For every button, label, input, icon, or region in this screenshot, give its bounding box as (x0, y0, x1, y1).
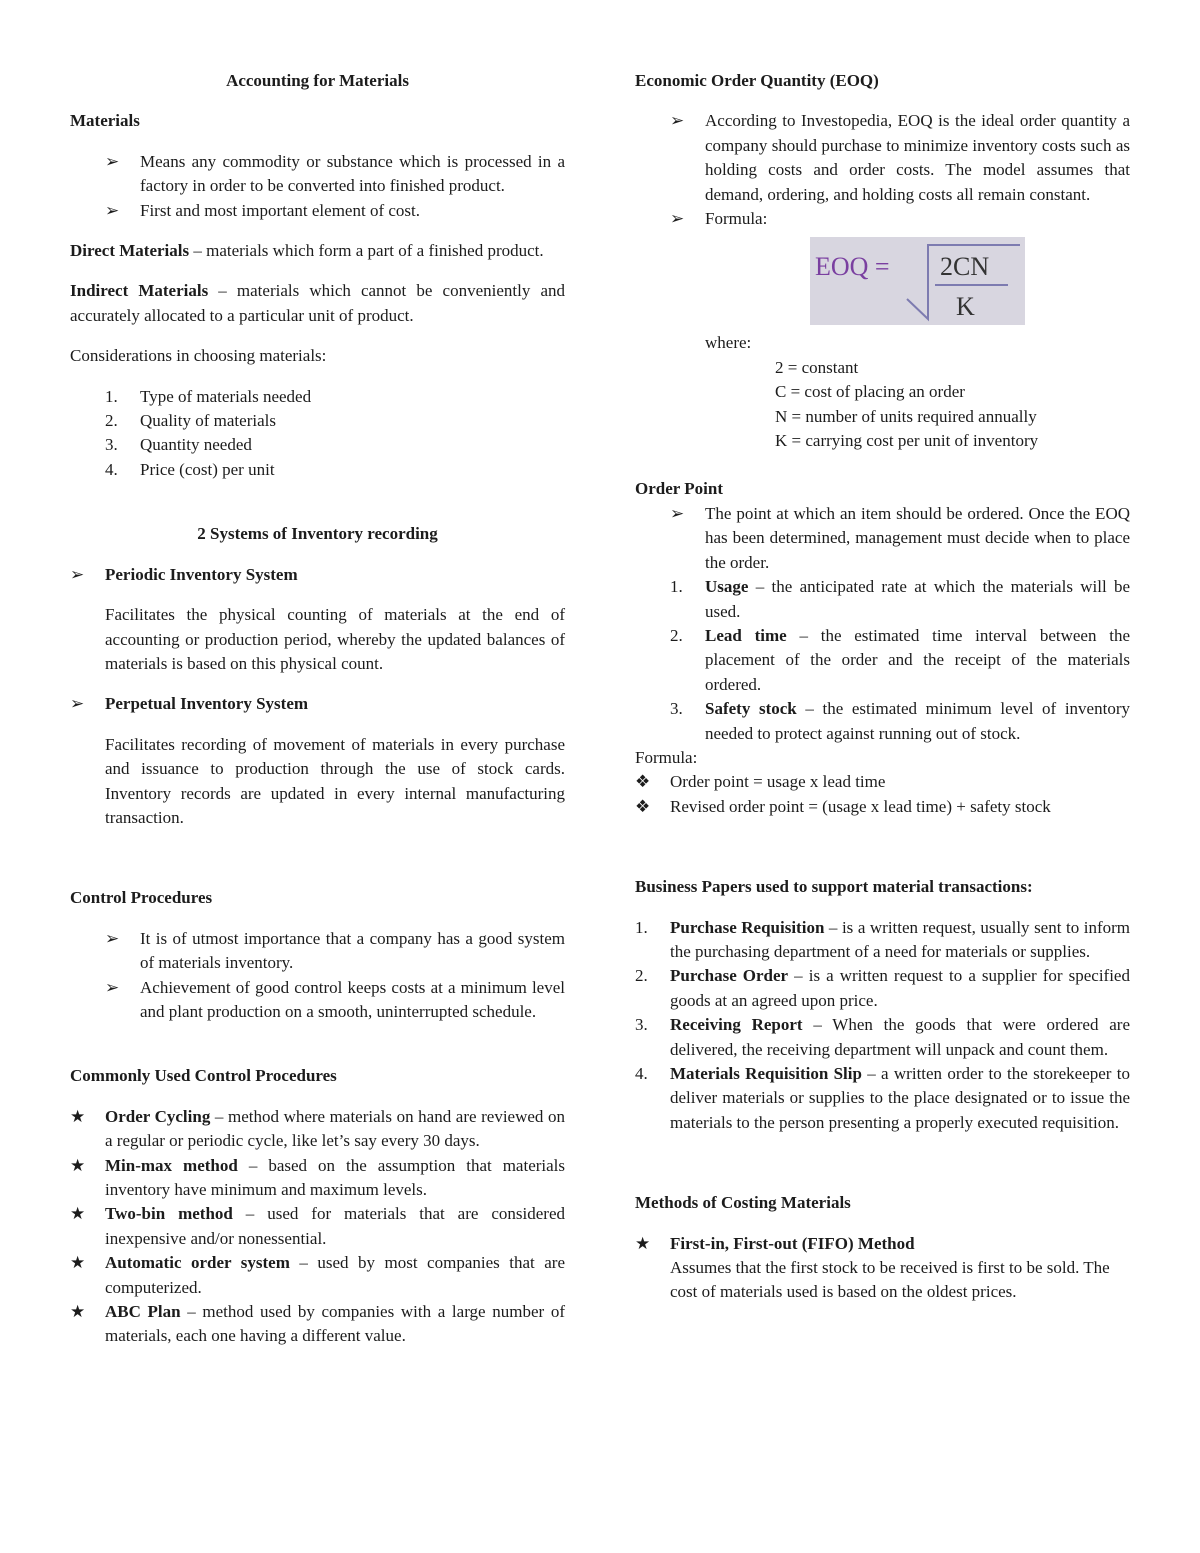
bullet-text: Means any commodity or substance which is processed in a factory in order to be converted into finished product. (140, 151, 565, 196)
item-text: – the estimated minimum level of inventory needed to protect against running out of stock. (705, 699, 1130, 743)
list-item (635, 916, 1130, 965)
formula-numerator: 2CN (940, 252, 990, 282)
list-item-text (105, 1154, 565, 1203)
item-term: ABC Plan (105, 1302, 181, 1322)
item-text: – used by most companies that are computerized. (105, 1253, 565, 1297)
order-point-list (670, 502, 1130, 746)
definition-term: Direct Materials (70, 241, 190, 261)
left-column (70, 69, 565, 1349)
list-item (670, 624, 1130, 697)
item-text: – When the goods that were ordered are delivered, the receiving department will unpack and count them. (670, 1015, 1130, 1059)
commonly-used-list (70, 1105, 565, 1349)
right-column (635, 69, 1130, 1305)
item-text: – method where materials on hand are reviewed on a regular or periodic cycle, like let’s say every 30 days. (105, 1106, 566, 1151)
bullet-text: First and most important element of cost. (140, 200, 420, 220)
list-item-text: Quality of materials (140, 411, 276, 431)
star-bullet-icon: ★ (70, 1155, 86, 1175)
item-text: – based on the assumption that materials inventory have minimum and maximum levels. (105, 1155, 566, 1199)
control-bullet-list (105, 927, 565, 1025)
item-term: Materials Requisition Slip (670, 1064, 862, 1083)
list-item-text (105, 1251, 565, 1300)
arrow-bullet-icon: ➢ (70, 694, 85, 714)
perpetual-text: Facilitates recording of movement of materials in every purchase and issuance to production through the use of stock cards. Inventory records are updated in every internal manufacturing transaction. (105, 734, 565, 827)
materials-heading: Materials (70, 111, 140, 131)
list-number: 3. (670, 699, 683, 719)
list-item (635, 795, 1130, 819)
item-text: – the anticipated rate at which the materials will be used. (705, 577, 1130, 621)
list-number: 2. (670, 625, 683, 645)
list-item (635, 770, 1130, 794)
item-term: Two-bin method (105, 1204, 233, 1224)
periodic-title: Periodic Inventory System (105, 564, 298, 584)
business-papers-heading: Business Papers used to support material transactions: (635, 877, 1033, 897)
perpetual-title: Perpetual Inventory System (105, 694, 309, 714)
item-term: Receiving Report (670, 1015, 803, 1035)
list-item (105, 409, 565, 433)
list-item-text (105, 1202, 565, 1251)
diamond-bullet-icon: ❖ (635, 796, 651, 816)
formula-lhs: EOQ = (815, 252, 890, 282)
list-number: 1. (670, 577, 683, 597)
item-text: – is a written request to a supplier for specified goods at an agreed upon price. (670, 966, 1130, 1010)
list-number: 1. (105, 386, 118, 406)
eoq-heading: Economic Order Quantity (EOQ) (635, 71, 879, 90)
formula-text: Revised order point = (usage x lead time) + safety stock (670, 796, 1051, 816)
item-term: Min-max method (105, 1155, 238, 1175)
list-item (670, 109, 1130, 207)
eoq-formula-image (810, 237, 1025, 325)
list-item-text (105, 1105, 565, 1154)
list-item (105, 385, 565, 409)
fifo-title: First-in, First-out (FIFO) Method (670, 1233, 915, 1253)
list-number: 2. (105, 411, 118, 431)
formula-text: Order point = usage x lead time (670, 772, 886, 792)
definition-line: C = cost of placing an order (775, 382, 965, 402)
bullet-text: It is of utmost importance that a company has a good system of materials inventory. (140, 928, 565, 973)
definition-text: – materials which cannot be conveniently and accurately allocated to a particular unit of product. (70, 281, 565, 325)
item-term: Purchase Requisition (670, 917, 825, 937)
item-text: – method used by companies with a large number of materials, each one having a different value. (105, 1302, 565, 1346)
list-number: 1. (635, 917, 648, 937)
costing-heading: Methods of Costing Materials (635, 1193, 851, 1213)
business-papers-list (635, 916, 1130, 1136)
item-text: – used for materials that are considered inexpensive and/or nonessential. (105, 1204, 565, 1248)
definition-line: 2 = constant (775, 357, 859, 377)
star-bullet-icon: ★ (70, 1204, 86, 1224)
list-item-text (670, 1062, 1130, 1135)
list-item-text (105, 1300, 565, 1349)
eoq-formula-svg (810, 237, 1025, 325)
list-item (105, 433, 565, 457)
list-item-text (705, 624, 1130, 697)
materials-bullet-list (105, 150, 565, 223)
item-text: – is a written request, usually sent to inform the purchasing department of a need for materials or supplies. (670, 917, 1130, 961)
order-point-formula-label: Formula: (635, 747, 698, 767)
order-point-description: The point at which an item should be ordered. Once the EOQ has been determined, management must decide when to place the order. (705, 503, 1130, 572)
fifo-text: Assumes that the first stock to be received is first to be sold. The cost of materials used is based on the oldest prices. (670, 1258, 1110, 1302)
order-point-heading: Order Point (635, 479, 723, 499)
arrow-bullet-icon: ➢ (670, 209, 685, 229)
list-item (635, 1013, 1130, 1062)
definition-text: – materials which form a part of a finished product. (189, 241, 544, 261)
list-item (105, 458, 565, 482)
list-number: 2. (635, 966, 648, 986)
definition-term: Indirect Materials (70, 281, 209, 301)
item-term: Order Cycling (105, 1106, 211, 1126)
list-item-text (705, 697, 1130, 746)
eoq-formula-label: Formula: (705, 209, 768, 229)
list-item (635, 1062, 1130, 1135)
list-item (105, 976, 565, 1025)
list-item-text: Quantity needed (140, 435, 252, 455)
list-item (105, 150, 565, 199)
star-bullet-icon: ★ (635, 1233, 651, 1253)
list-item (70, 1202, 565, 1251)
list-number: 4. (635, 1064, 648, 1083)
definition-line: N = number of units required annually (775, 406, 1037, 426)
list-item (105, 199, 565, 223)
fifo-item (635, 1232, 1130, 1256)
list-item-text (670, 916, 1130, 965)
periodic-system (70, 563, 565, 587)
definition-line: K = carrying cost per unit of inventory (775, 431, 1039, 451)
star-bullet-icon: ★ (70, 1106, 86, 1126)
arrow-bullet-icon: ➢ (70, 564, 85, 584)
indirect-materials-definition (70, 279, 565, 328)
list-item (70, 1105, 565, 1154)
arrow-bullet-icon: ➢ (105, 200, 120, 220)
list-item-text (705, 575, 1130, 624)
arrow-bullet-icon: ➢ (670, 503, 685, 523)
list-number: 3. (105, 435, 118, 455)
list-item (105, 927, 565, 976)
systems-heading: 2 Systems of Inventory recording (197, 524, 438, 544)
list-item (670, 575, 1130, 624)
list-item-text (670, 1013, 1130, 1062)
considerations-list (105, 385, 565, 483)
list-item (635, 964, 1130, 1013)
bullet-text: Achievement of good control keeps costs at a minimum level and plant production on a smooth, uninterrupted schedule. (140, 977, 565, 1021)
list-number: 4. (105, 459, 118, 479)
star-bullet-icon: ★ (70, 1302, 86, 1322)
item-text: – the estimated time interval between the placement of the order and the receipt of the materials ordered. (705, 625, 1130, 694)
diamond-bullet-icon: ❖ (635, 772, 651, 792)
page-title: Accounting for Materials (226, 71, 409, 90)
formula-denominator: K (956, 292, 975, 322)
list-item (670, 207, 1130, 231)
direct-materials-definition (70, 239, 565, 263)
commonly-used-heading: Commonly Used Control Procedures (70, 1066, 337, 1086)
item-term: Usage (705, 577, 749, 597)
eoq-bullet-list (670, 109, 1130, 231)
item-term: Purchase Order (670, 966, 789, 986)
star-bullet-icon: ★ (70, 1253, 86, 1273)
arrow-bullet-icon: ➢ (105, 151, 120, 171)
list-item-text: Price (cost) per unit (140, 459, 275, 479)
list-item (70, 1300, 565, 1349)
considerations-intro: Considerations in choosing materials: (70, 346, 327, 366)
item-term: Automatic order system (105, 1253, 290, 1273)
arrow-bullet-icon: ➢ (105, 977, 120, 997)
arrow-bullet-icon: ➢ (105, 928, 120, 948)
item-term: Safety stock (705, 699, 797, 719)
list-item (670, 502, 1130, 575)
control-heading: Control Procedures (70, 888, 213, 908)
list-item (70, 1251, 565, 1300)
list-item-text: Type of materials needed (140, 386, 312, 406)
list-number: 3. (635, 1015, 648, 1035)
list-item-text (670, 964, 1130, 1013)
eoq-description: According to Investopedia, EOQ is the ideal order quantity a company should purchase to minimize inventory costs such as holding costs and order costs. The model assumes that demand, ordering, and holding costs all remain constant. (705, 111, 1130, 204)
list-item (670, 697, 1130, 746)
item-text: – a written order to the storekeeper to deliver materials or supplies to the place designated or to issue the materials to the person presenting a properly executed requisition. (670, 1064, 1130, 1132)
item-term: Lead time (705, 625, 787, 645)
where-label: where: (705, 333, 752, 353)
arrow-bullet-icon: ➢ (670, 111, 685, 131)
periodic-text: Facilitates the physical counting of materials at the end of accounting or production period, whereby the updated balances of materials is based on this physical count. (105, 605, 565, 673)
perpetual-system (70, 692, 565, 716)
list-item (70, 1154, 565, 1203)
